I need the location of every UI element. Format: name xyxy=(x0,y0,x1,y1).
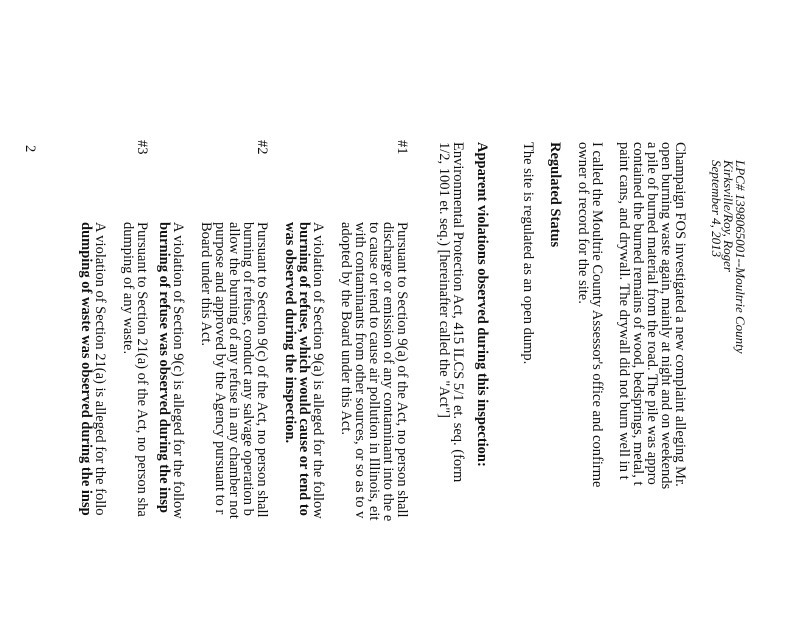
regulated-status-heading: Regulated Status xyxy=(547,142,563,248)
intro-line-4: contained the burned remains of wood, bedsprings, metal, t xyxy=(630,142,646,486)
violation-2-text-1: Pursuant to Section 9(c) of the Act, no person shall xyxy=(254,222,270,518)
page-number: 2 xyxy=(22,145,38,153)
violation-1-text-5: adopted by the Board under this Act. xyxy=(338,222,354,436)
violation-1-allegation-3: was observed during the inspection. xyxy=(282,222,298,444)
violation-2-marker: #2 xyxy=(254,140,270,155)
violation-2-text-3: allow the burning of any refuse in any chamber not xyxy=(226,222,242,519)
violation-1-text-1: Pursuant to Section 9(a) of the Act, no person shall xyxy=(394,222,410,518)
violation-2-text-2: burning of refuse, conduct any salvage operation b xyxy=(240,222,256,516)
header-line-2: Kirksville/Roy, Roger xyxy=(721,160,736,272)
violation-2-allegation-1: A violation of Section 9(c) is alleged for the follow xyxy=(170,222,186,519)
violation-2-text-4: purpose and approved by the Agency pursuant to r xyxy=(212,222,228,515)
assessor-line-2: owner of record for the site. xyxy=(575,142,591,304)
violation-3-allegation-1: A violation of Section 21(a) is alleged for the follo xyxy=(92,222,108,516)
violation-1-text-4: with contaminants from other sources, or so as to v xyxy=(352,222,368,519)
act-line-1: Environmental Protection Act, 415 ILCS 5/1 et. seq. (form xyxy=(450,142,466,483)
regulated-status-text: The site is regulated as an open dump. xyxy=(520,142,536,365)
violation-1-text-2: discharge or emission of any contaminant into the e xyxy=(380,222,396,522)
violation-2-text-5: Board under this Act. xyxy=(198,222,214,347)
violation-2-allegation-2: burning of refuse was observed during the insp xyxy=(156,222,172,513)
violation-1-marker: #1 xyxy=(394,140,410,155)
intro-line-1: Champaign FOS investigated a new complaint alleging Mr. xyxy=(672,142,688,487)
intro-line-3: a pile of burned material from the road. The pile was appro xyxy=(644,142,660,485)
violation-3-allegation-2: dumping of waste was observed during the insp xyxy=(78,222,94,516)
violation-3-marker: #3 xyxy=(134,140,150,155)
intro-line-5: paint cans, and drywall. The drywall did not burn well in t xyxy=(616,142,632,480)
violation-3-text-1: Pursuant to Section 21(a) of the Act, no person sha xyxy=(134,222,150,517)
violation-1-allegation-2: burning of refuse, which would cause or tend to xyxy=(296,222,312,516)
act-line-2: 1/2, 1001 et. seq.) [hereinafter called the "Act"] xyxy=(436,142,452,418)
assessor-line-1: I called the Moultrie County Assessor's office and confirme xyxy=(589,142,605,488)
violation-3-text-2: dumping of any waste. xyxy=(120,222,136,355)
violations-heading: Apparent violations observed during this inspection: xyxy=(474,142,490,467)
header-line-3: September 4, 2013 xyxy=(709,160,724,258)
violation-1-text-3: to cause or tend to cause air pollution in Illinois, eit xyxy=(366,222,382,521)
intro-line-2: open burning waste again, mainly at night and on weekends xyxy=(658,142,674,490)
violation-1-allegation-1: A violation of Section 9(a) is alleged for the follow xyxy=(310,222,326,519)
header-line-1: LPC# 1398065001--Moultrie County xyxy=(733,160,748,354)
